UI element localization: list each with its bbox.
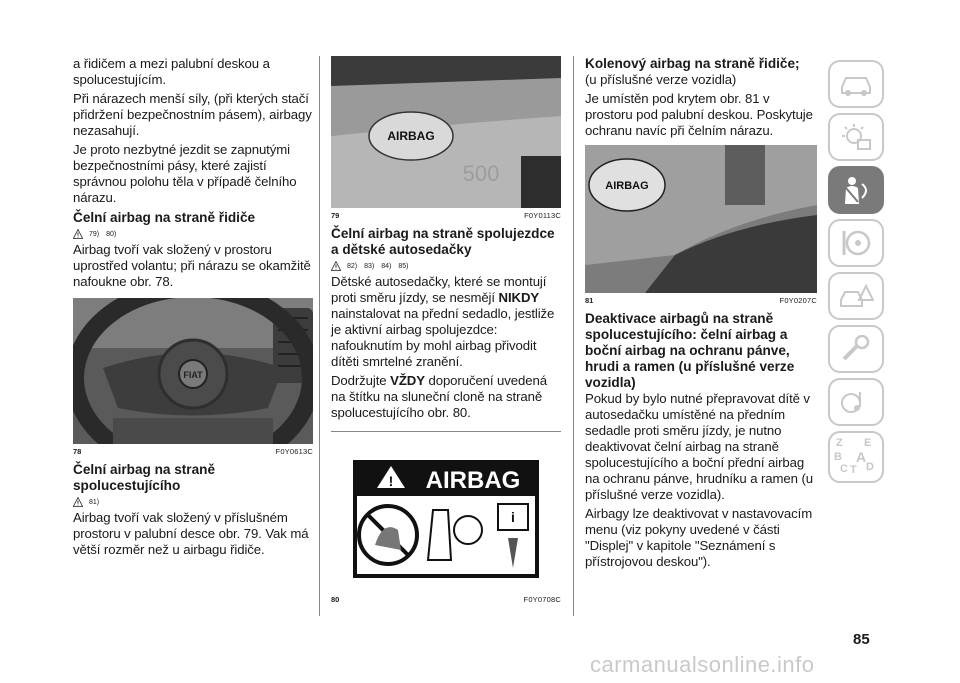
tab-multimedia[interactable] xyxy=(828,378,884,426)
tab-dashboard[interactable] xyxy=(828,113,884,161)
chapter-tabs xyxy=(828,60,884,488)
ref-note[interactable]: 81) xyxy=(89,498,100,506)
tab-car-overview[interactable] xyxy=(828,60,884,108)
figure-number: 81 xyxy=(585,296,594,305)
warning-refs xyxy=(331,260,561,272)
svg-text:FIAT: FIAT xyxy=(183,370,203,380)
steering-wheel-image xyxy=(73,298,313,444)
warning-triangle-icon xyxy=(73,497,83,507)
warning-refs xyxy=(73,496,313,508)
airbag-label: AIRBAG xyxy=(387,129,435,143)
figure-caption xyxy=(73,447,313,456)
ref-note[interactable]: 79) xyxy=(89,230,100,238)
column-1 xyxy=(73,56,313,561)
emphasis: NIKDY xyxy=(498,290,540,305)
paragraph: Airbagy lze deaktivovat v nastavovacím menu (viz pokyny uvedené v části "Displej" v kapitole "Seznámení s přístrojovou deskou"). xyxy=(585,506,813,569)
warning-refs xyxy=(73,228,313,240)
index-letter: T xyxy=(850,464,857,476)
warning-triangle-icon xyxy=(73,229,83,239)
figure-code: F0Y0113C xyxy=(524,211,561,220)
column-divider xyxy=(319,56,320,616)
paragraph: Airbag tvoří vak složený v prostoru uprostřed volantu; při nárazu se okamžitě nafoukne obr. 78. xyxy=(73,242,311,289)
index-letter: E xyxy=(864,437,872,449)
index-letter: C xyxy=(840,463,848,475)
figure-number: 78 xyxy=(73,447,82,456)
music-nav-icon xyxy=(838,387,874,417)
figure-caption xyxy=(331,595,561,604)
paragraph: a řidičem a mezi palubní deskou a spolucestujícím. xyxy=(73,56,270,87)
ref-note[interactable]: 82) xyxy=(347,262,358,270)
svg-text:i: i xyxy=(511,509,515,525)
paragraph xyxy=(331,373,561,421)
paragraph: Je umístěn pod krytem obr. 81 v prostoru pod palubní deskou. Poskytuje ochranu navíc při čelním nárazu. xyxy=(585,91,813,138)
knee-airbag-image xyxy=(585,145,817,293)
index-letter: Z xyxy=(836,437,843,449)
paragraph: Je proto nezbytné jezdit se zapnutými bezpečnostními pásy, které zajistí správnou polohu těla v případě čelního nárazu. xyxy=(73,142,297,205)
section-heading-driver-airbag: Čelní airbag na straně řidiče xyxy=(73,210,256,225)
index-letter: D xyxy=(866,461,874,473)
emphasis: VŽDY xyxy=(390,373,425,388)
airbag-label: AIRBAG xyxy=(605,180,649,192)
svg-text:500: 500 xyxy=(462,161,500,186)
figure-80-airbag-label xyxy=(331,442,561,592)
paragraph: (u příslušné verze vozidla) xyxy=(585,72,737,87)
car-icon xyxy=(838,71,874,97)
ref-note[interactable]: 84) xyxy=(381,262,392,270)
paragraph: Při nárazech menší síly, (při kterých stačí přidržení bezpečnostním pásem), airbagy nezasahují. xyxy=(73,91,312,138)
page-number: 85 xyxy=(853,631,870,648)
figure-caption xyxy=(585,296,817,305)
paragraph: Airbag tvoří vak složený v příslušném prostoru v palubní desce obr. 79. Vak má větší rozměr než u airbagu řidiče. xyxy=(73,510,309,557)
dashboard-image xyxy=(331,56,561,208)
tab-maintenance[interactable] xyxy=(828,325,884,373)
index-letter: A xyxy=(856,449,867,465)
figure-81-knee-airbag xyxy=(585,145,817,293)
figure-code: F0Y0613C xyxy=(275,447,313,456)
airbag-warning-label-image xyxy=(353,460,539,578)
airbag-label: AIRBAG xyxy=(425,467,521,494)
section-heading-child-seat: Čelní airbag na straně spolujezdce a dětské autosedačky xyxy=(331,226,555,257)
warning-car-icon xyxy=(838,282,874,310)
paragraph xyxy=(331,274,561,370)
figure-number: 80 xyxy=(331,595,340,604)
ref-note[interactable]: 80) xyxy=(106,230,117,238)
wrench-icon xyxy=(838,335,874,363)
section-heading-knee-airbag: Kolenový airbag na straně řidiče; xyxy=(585,56,800,71)
section-heading-deactivation: Deaktivace airbagů na straně spolucestujícího: čelní airbag a boční airbag na ochranu pánve, hrudi a ramen (u příslušné verze vozidla) xyxy=(585,311,795,390)
index-letter: B xyxy=(834,451,842,463)
figure-code: F0Y0708C xyxy=(523,595,561,604)
tab-safety[interactable] xyxy=(828,166,884,214)
text-run: nainstalovat na přední sedadlo, jestliže je aktivní airbag spolujezdce: nafouknutím by mohl airbag přivodit dítěti smrtelné zranění. xyxy=(331,306,555,369)
figure-79-dashboard-airbag xyxy=(331,56,561,208)
figure-number: 79 xyxy=(331,211,340,220)
figure-78-steering-wheel xyxy=(73,298,313,444)
index-letters-icon xyxy=(834,437,878,477)
ref-note[interactable]: 85) xyxy=(398,262,409,270)
tab-index[interactable] xyxy=(828,431,884,483)
watermark: carmanualsonline.info xyxy=(590,652,815,677)
figure-code: F0Y0207C xyxy=(779,296,817,305)
sun-dashboard-icon xyxy=(838,122,874,152)
tab-emergency[interactable] xyxy=(828,272,884,320)
section-heading-passenger-airbag: Čelní airbag na straně spolucestujícího xyxy=(73,462,216,493)
text-run: doporučení uvedená na štítku na sluneční cloně na straně spolucestujícího obr. 80. xyxy=(331,373,547,420)
figure-caption xyxy=(331,211,561,220)
warning-triangle-icon xyxy=(331,261,341,271)
divider xyxy=(331,431,561,432)
seatbelt-icon xyxy=(838,174,874,206)
tab-driving[interactable] xyxy=(828,219,884,267)
svg-text:!: ! xyxy=(388,473,394,489)
paragraph: Pokud by bylo nutné přepravovat dítě v autosedačku umístěné na předním sedadle proti směru jízdy, je nutno deaktivovat čelní airbag na straně spolucestujícího a boční přední airbag na ochranu pánve, hrudníku a ramen (u příslušné verze vozidla). xyxy=(585,391,813,502)
column-divider xyxy=(573,56,574,616)
column-3 xyxy=(585,56,817,573)
text-run: Dětské autosedačky, které se montují proti směru jízdy, se nesmějí xyxy=(331,274,547,305)
ref-note[interactable]: 83) xyxy=(364,262,375,270)
text-run: Dodržujte xyxy=(331,373,387,388)
steering-wheel-icon xyxy=(838,227,874,259)
column-2 xyxy=(331,56,561,610)
